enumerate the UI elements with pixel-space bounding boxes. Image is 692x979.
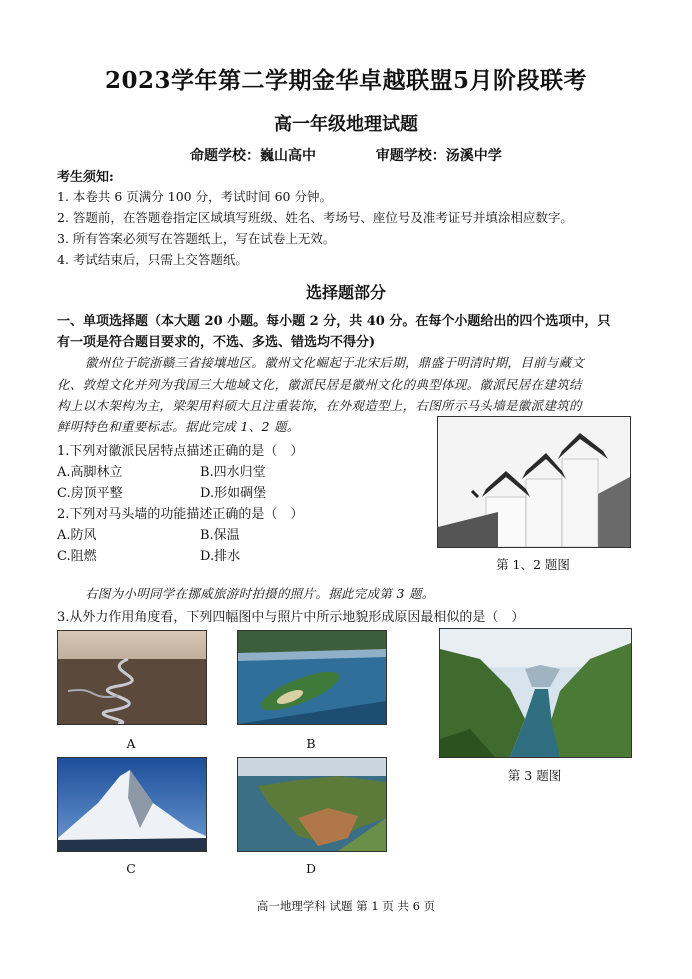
- option-b-label: B: [306, 736, 316, 751]
- option-c-label: C: [126, 861, 136, 876]
- setter-school: 命题学校：巍山高中: [190, 148, 316, 164]
- horse-head-wall-photo: [437, 416, 631, 548]
- section-title: 选择题部分: [305, 283, 386, 302]
- option-b-river-island-image: [237, 630, 387, 725]
- exam-subtitle: 高一年级地理试题: [274, 114, 418, 135]
- question-2-stem: 2.下列对马头墙的功能描述正确的是（ ）: [57, 507, 304, 522]
- section-instruction: 有一项是符合题目要求的，不选、多选、错选均不得分): [57, 335, 376, 350]
- option-a-meander-image: [57, 630, 207, 725]
- passage-line: 鲜明特色和重要标志。据此完成 1、2 题。: [57, 419, 300, 434]
- q1-option-d: D.形如碉堡: [200, 486, 267, 501]
- school-info: [190, 145, 502, 165]
- exam-title: 2023学年第二学期金华卓越联盟5月阶段联考: [104, 67, 588, 94]
- section-instruction: 一、单项选择题（本大题 20 小题。每小题 2 分，共 40 分。在每个小题给出的四个选项中，只: [57, 314, 611, 329]
- notice-item: 2. 答题前，在答题卷指定区域填写班级、姓名、考场号、座位号及准考证号并填涂相应数字。: [57, 210, 573, 225]
- q1-option-a: A.高脚林立: [57, 465, 123, 480]
- q2-option-b: B.保温: [200, 528, 240, 543]
- option-a-label: A: [126, 736, 136, 751]
- notice-item: 1. 本卷共 6 页满分 100 分，考试时间 60 分钟。: [57, 189, 332, 204]
- option-d-label: D: [305, 861, 317, 876]
- notice-item: 3. 所有答案必须写在答题纸上，写在试卷上无效。: [57, 231, 336, 246]
- question-1-stem: 1.下列对徽派民居特点描述正确的是（ ）: [57, 444, 304, 459]
- q1-option-b: B.四水归堂: [200, 465, 266, 480]
- passage-line: 徽州位于皖浙赣三省接壤地区。徽州文化崛起于北宋后期，鼎盛于明清时期，目前与藏文: [85, 355, 585, 370]
- passage-2: 右图为小明同学在挪威旅游时拍摄的照片。据此完成第 3 题。: [85, 586, 435, 601]
- option-c-snowy-peak-image: [57, 757, 207, 852]
- page-footer: 高一地理学科 试题 第 1 页 共 6 页: [256, 899, 436, 913]
- passage-line: 化、敦煌文化并列为我国三大地域文化，徽派民居是徽州文化的典型体现。徽派民居在建筑结: [57, 377, 582, 392]
- q2-option-c: C.阻燃: [57, 549, 97, 564]
- q1-option-c: C.房顶平整: [57, 486, 123, 501]
- passage-line: 构上以木架构为主，梁架用料硕大且注重装饰，在外观造型上，右图所示马头墙是徽派建筑的: [57, 398, 582, 413]
- fig-1-2-caption: 第 1、2 题图: [496, 557, 570, 572]
- question-3-stem: 3.从外力作用角度看，下列四幅图中与照片中所示地貌形成原因最相似的是（ ）: [57, 610, 525, 625]
- notice-heading: 考生须知:: [57, 170, 114, 185]
- notice-item: 4. 考试结束后，只需上交答题纸。: [57, 252, 248, 267]
- reviewer-school: 审题学校：汤溪中学: [375, 148, 502, 164]
- option-d-coastal-headland-image: [237, 757, 387, 852]
- norway-fjord-photo: [439, 628, 632, 758]
- q2-option-d: D.排水: [200, 549, 241, 564]
- fig-3-caption: 第 3 题图: [507, 768, 562, 783]
- q2-option-a: A.防风: [57, 528, 97, 543]
